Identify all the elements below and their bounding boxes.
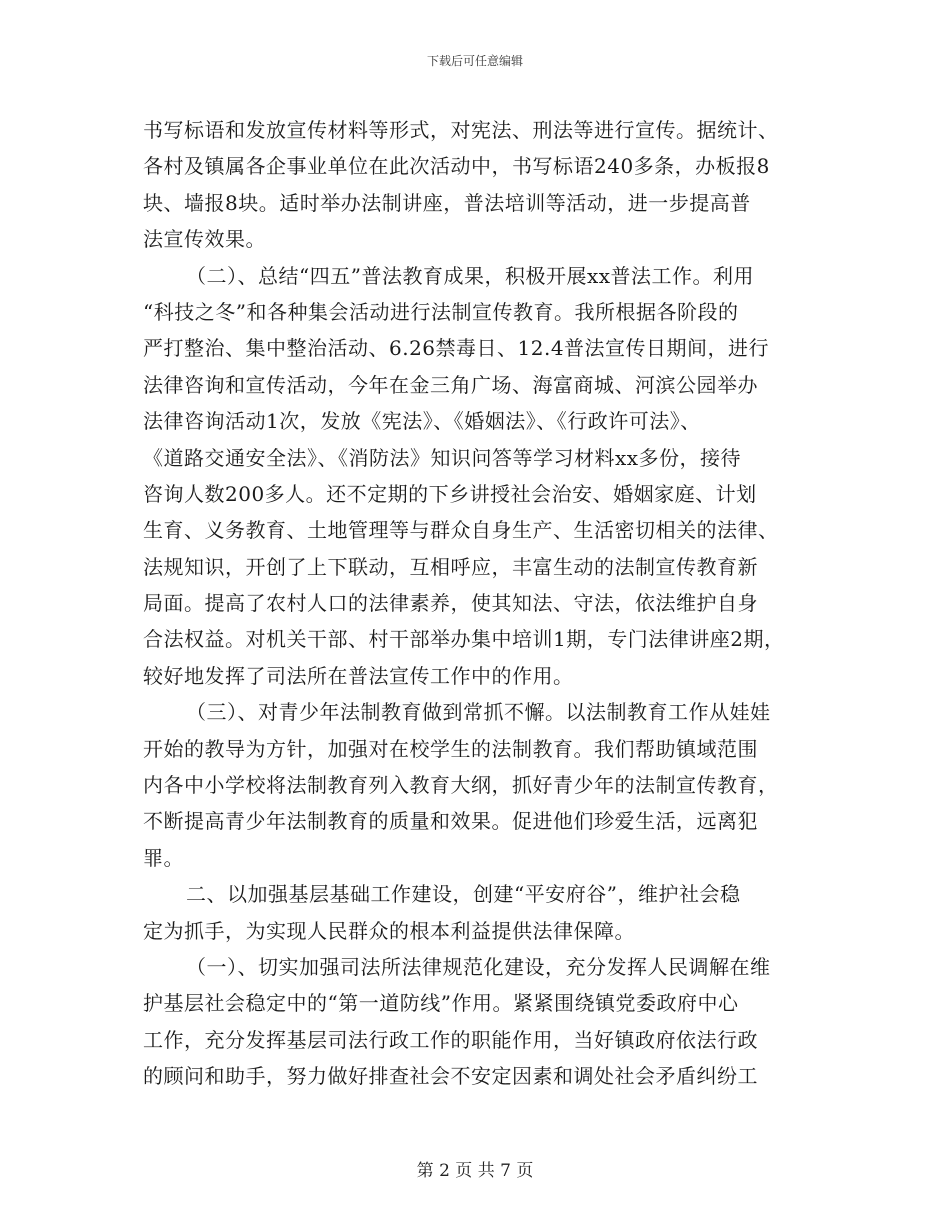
text-line: 内各中小学校将法制教育列入教育大纲，抓好青少年的法制宣传教育， — [143, 773, 779, 798]
paragraph-start-line: （三）、对青少年法制教育做到常抓不懈。以法制教育工作从娃娃 — [186, 700, 771, 725]
document-body — [143, 112, 833, 1095]
text-line: 开始的教导为方针，加强对在校学生的法制教育。我们帮助镇域范围 — [143, 736, 758, 761]
text-line: 局面。提高了农村人口的法律素养，使其知法、守法，依法维护自身 — [143, 591, 758, 616]
page-number: 第 2 页 共 7 页 — [416, 1161, 534, 1181]
paragraph-start-line: （二）、总结“四五”普法教育成果，积极开展xx普法工作。利用 — [186, 263, 755, 288]
text-line: 《道路交通安全法》、《消防法》知识问答等学习材料xx多份，接待 — [143, 445, 742, 470]
text-line: 书写标语和发放宣传材料等形式，对宪法、刑法等进行宣传。据统计、 — [143, 118, 779, 142]
text-line: 法规知识，开创了上下联动，互相呼应，丰富生动的法制宣传教育新 — [143, 554, 758, 579]
text-line: 较好地发挥了司法所在普法宣传工作中的作用。 — [143, 663, 574, 688]
text-line: 合法权益。对机关干部、村干部举办集中培训1期，专门法律讲座2期， — [143, 627, 785, 652]
section-heading-line: 二、以加强基层基础工作建设，创建“平安府谷”，维护社会稳 — [186, 882, 741, 907]
text-line: 工作，充分发挥基层司法行政工作的职能作用，当好镇政府依法行政 — [143, 1027, 758, 1052]
text-line: 不断提高青少年法制教育的质量和效果。促进他们珍爱生活，远离犯 — [143, 809, 758, 834]
text-line: 法宣传效果。 — [143, 227, 266, 252]
text-line: 咨询人数200多人。还不定期的下乡讲授社会治安、婚姻家庭、计划 — [143, 481, 757, 506]
download-note: 下载后可任意编辑 — [426, 54, 523, 68]
text-line: 生育、义务教育、土地管理等与群众自身生产、生活密切相关的法律、 — [143, 518, 779, 543]
text-line: “科技之冬”和各种集会活动进行法制宣传教育。我所根据各阶段的 — [143, 299, 739, 324]
text-line: 块、墙报8块。适时举办法制讲座，普法培训等活动，进一步提高普 — [143, 190, 751, 215]
text-line: 严打整治、集中整治活动、6.26禁毒日、12.4普法宣传日期间，进行 — [143, 336, 770, 361]
paragraph-start-line: （一）、切实加强司法所法律规范化建设，充分发挥人民调解在维 — [186, 954, 771, 979]
text-line: 的顾问和助手，努力做好排查社会不安定因素和调处社会矛盾纠纷工 — [143, 1064, 758, 1089]
text-line: 护基层社会稳定中的“第一道防线”作用。紧紧围绕镇党委政府中心 — [143, 991, 739, 1016]
text-line: 法律咨询活动1次，发放《宪法》、《婚姻法》、《行政许可法》、 — [143, 409, 701, 434]
text-line: 定为抓手，为实现人民群众的根本利益提供法律保障。 — [143, 918, 635, 943]
text-line: 罪。 — [143, 845, 184, 870]
text-line: 各村及镇属各企事业单位在此次活动中，书写标语240多条，办板报8 — [143, 154, 770, 179]
text-line: 法律咨询和宣传活动，今年在金三角广场、海富商城、河滨公园举办 — [143, 372, 758, 397]
